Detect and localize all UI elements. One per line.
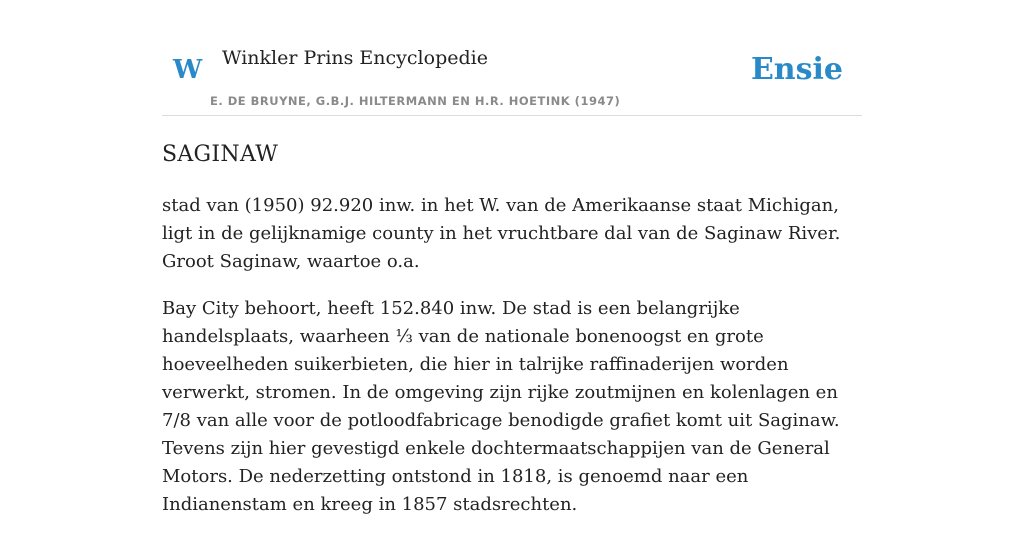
encyclopedia-page (162, 0, 862, 515)
entry-title: SAGINAW (162, 142, 279, 167)
entry-paragraph-2: Bay City behoort, heeft 152.840 inw. De stad is een belangrijke handelsplaats, waarheen ⅓ van de nationale bonenoogst en grote hoeveelheden suikerbieten, die hier in talrijke raffinaderijen worden verwerkt, stromen. In de omgeving zijn rijke zoutmijnen en kolenlagen en 7/8 van alle voor de potloodfabricage benodigde grafiet komt uit Saginaw. Tevens zijn hier gevestigd enkele dochtermaatschappijen van de General Motors. De nederzetting ontstond in 1818, is genoemd naar een Indianenstam en kreeg in 1857 stadsrechten. (162, 298, 840, 515)
entry-content (162, 192, 862, 538)
entry-paragraph-1: stad van (1950) 92.920 inw. in het W. van de Amerikaanse staat Michigan, ligt in de gelijknamige county in het vruchtbare dal van de Saginaw River. Groot Saginaw, waartoe o.a. (162, 195, 841, 272)
source-header (162, 0, 862, 116)
source-authors: E. DE BRUYNE, G.B.J. HILTERMANN EN H.R. HOETINK (1947) (210, 94, 621, 108)
ensie-logo[interactable]: Ensie (750, 52, 843, 87)
source-title[interactable]: Winkler Prins Encyclopedie (222, 47, 488, 69)
winkler-prins-logo[interactable]: W (173, 55, 203, 85)
